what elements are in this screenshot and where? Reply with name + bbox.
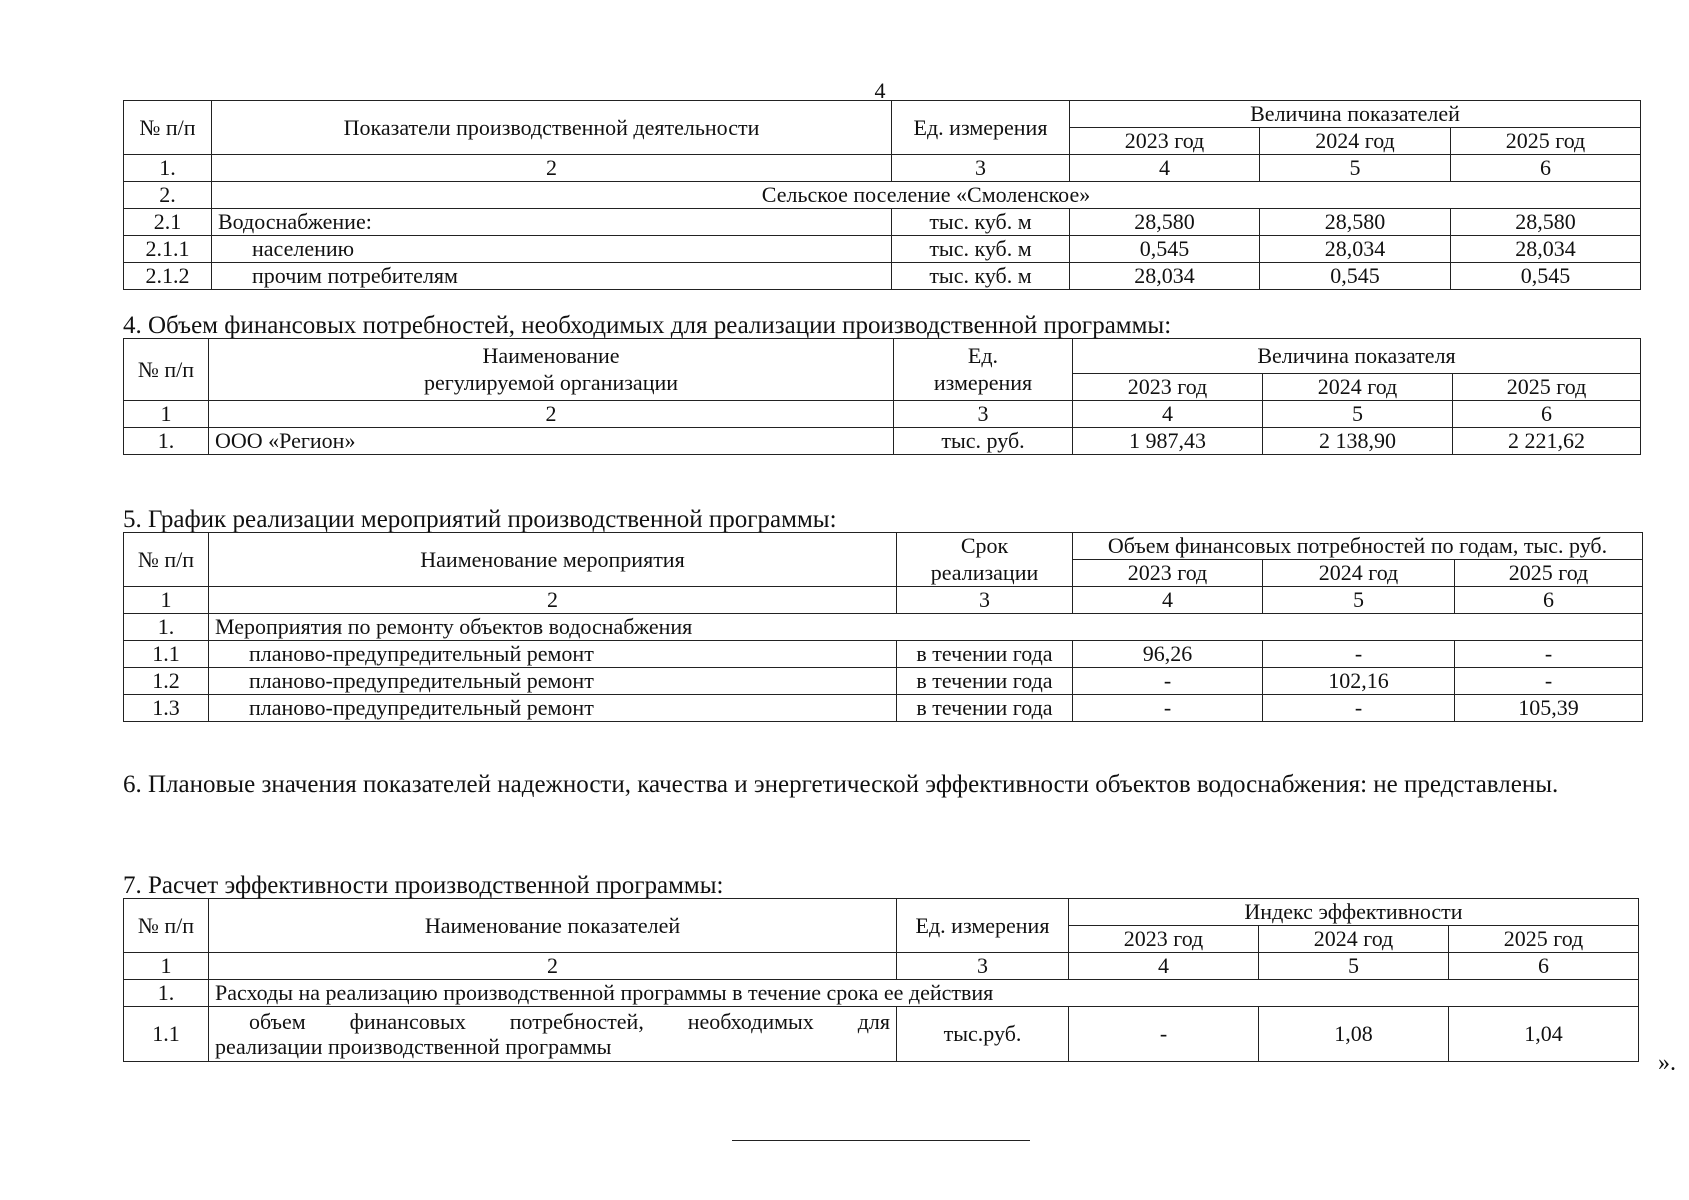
row-name: планово-предупредительный ремонт	[209, 668, 897, 695]
index-cell: 3	[897, 587, 1073, 614]
row-num: 2.1	[124, 209, 212, 236]
row-value: 28,034	[1260, 236, 1451, 263]
index-cell: 2	[209, 953, 897, 980]
table-row	[124, 428, 1641, 455]
section-row	[124, 182, 1641, 209]
col-header-year: 2023 год	[1069, 926, 1259, 953]
col-header-year: 2025 год	[1453, 374, 1641, 401]
row-unit: тыс.руб.	[897, 1007, 1069, 1062]
row-value: 1,04	[1449, 1007, 1639, 1062]
efficiency-table	[123, 898, 1639, 1062]
index-cell: 1.	[124, 155, 212, 182]
col-header-org-name	[209, 339, 894, 401]
section-7-title: 7. Расчет эффективности производственной программы:	[123, 872, 724, 899]
row-num: 2.1.1	[124, 236, 212, 263]
index-cell: 1	[124, 953, 209, 980]
index-cell: 6	[1455, 587, 1643, 614]
col-header-year: 2025 год	[1451, 128, 1641, 155]
row-value: -	[1073, 695, 1263, 722]
col-header-value-group: Объем финансовых потребностей по годам, тыс. руб.	[1073, 533, 1643, 560]
row-num: 1.	[124, 614, 209, 641]
column-index-row	[124, 587, 1643, 614]
col-header-event-name: Наименование мероприятия	[209, 533, 897, 587]
col-header-year: 2023 год	[1073, 560, 1263, 587]
row-term: в течении года	[897, 641, 1073, 668]
section-name: Сельское поселение «Смоленское»	[212, 182, 1641, 209]
group-name: Расходы на реализацию производственной программы в течение срока ее действия	[209, 980, 1639, 1007]
index-cell: 5	[1263, 587, 1455, 614]
index-cell: 4	[1069, 953, 1259, 980]
col-header-year: 2024 год	[1259, 926, 1449, 953]
financial-needs-table	[123, 338, 1641, 455]
row-name: Водоснабжение:	[212, 209, 892, 236]
row-value: 0,545	[1260, 263, 1451, 290]
row-term: в течении года	[897, 668, 1073, 695]
table-row	[124, 668, 1643, 695]
row-value: -	[1069, 1007, 1259, 1062]
row-name-line: объем финансовых потребностей, необходимых для	[249, 1008, 890, 1034]
col-header-term	[897, 533, 1073, 587]
row-num: 1.	[124, 980, 209, 1007]
row-value: 28,034	[1451, 236, 1641, 263]
index-cell: 2	[209, 401, 894, 428]
row-unit: тыс. руб.	[894, 428, 1073, 455]
row-value: 1 987,43	[1073, 428, 1263, 455]
col-header-value-group: Индекс эффективности	[1069, 899, 1639, 926]
header-line: измерения	[933, 369, 1033, 395]
col-header-year: 2024 год	[1263, 374, 1453, 401]
header-line: реализации	[930, 559, 1039, 585]
footer-divider	[732, 1140, 1030, 1141]
row-name-line: реализации производственной программы	[215, 1034, 612, 1059]
row-value: 0,545	[1451, 263, 1641, 290]
col-header-year: 2025 год	[1455, 560, 1643, 587]
index-cell: 6	[1453, 401, 1641, 428]
section-4-title: 4. Объем финансовых потребностей, необходимых для реализации производственной программы:	[123, 312, 1172, 339]
table-row	[124, 236, 1641, 263]
row-value: 0,545	[1070, 236, 1260, 263]
row-value: 28,580	[1070, 209, 1260, 236]
row-value: 96,26	[1073, 641, 1263, 668]
header-line: Наименование	[482, 343, 620, 369]
closing-quote: ».	[1658, 1050, 1676, 1076]
table-row	[124, 695, 1643, 722]
row-value: 102,16	[1263, 668, 1455, 695]
row-unit: тыс. куб. м	[892, 236, 1070, 263]
row-value: -	[1455, 668, 1643, 695]
row-unit: тыс. куб. м	[892, 263, 1070, 290]
row-value: 105,39	[1455, 695, 1643, 722]
row-num: 1.1	[124, 1007, 209, 1062]
col-header-indicators: Показатели производственной деятельности	[212, 101, 892, 155]
row-num: 1.	[124, 428, 209, 455]
index-cell: 5	[1263, 401, 1453, 428]
row-unit: тыс. куб. м	[892, 209, 1070, 236]
row-num: 2.1.2	[124, 263, 212, 290]
column-index-row	[124, 953, 1639, 980]
row-name: ООО «Регион»	[209, 428, 894, 455]
row-name: планово-предупредительный ремонт	[209, 641, 897, 668]
col-header-unit: Ед. измерения	[897, 899, 1069, 953]
col-header-num: № п/п	[124, 101, 212, 155]
header-line: Ед.	[967, 343, 999, 369]
col-header-num: № п/п	[124, 339, 209, 401]
col-header-num: № п/п	[124, 533, 209, 587]
row-value: -	[1455, 641, 1643, 668]
col-header-year: 2024 год	[1260, 128, 1451, 155]
index-cell: 4	[1073, 401, 1263, 428]
row-name: населению	[212, 236, 892, 263]
index-cell: 2	[209, 587, 897, 614]
index-cell: 2	[212, 155, 892, 182]
schedule-table	[123, 532, 1643, 722]
row-num: 1.1	[124, 641, 209, 668]
col-header-year: 2023 год	[1073, 374, 1263, 401]
row-value: 28,580	[1451, 209, 1641, 236]
row-value: -	[1263, 641, 1455, 668]
page-number: 4	[874, 78, 886, 103]
index-cell: 3	[894, 401, 1073, 428]
row-value: -	[1073, 668, 1263, 695]
section-5-title: 5. График реализации мероприятий производственной программы:	[123, 506, 837, 533]
group-name: Мероприятия по ремонту объектов водоснабжения	[209, 614, 1643, 641]
row-value: 2 221,62	[1453, 428, 1641, 455]
row-value: 1,08	[1259, 1007, 1449, 1062]
index-cell: 3	[897, 953, 1069, 980]
row-value: 28,580	[1260, 209, 1451, 236]
col-header-value-group: Величина показателей	[1070, 101, 1641, 128]
col-header-year: 2023 год	[1070, 128, 1260, 155]
row-term: в течении года	[897, 695, 1073, 722]
row-num: 1.3	[124, 695, 209, 722]
column-index-row	[124, 401, 1641, 428]
row-value: 28,034	[1070, 263, 1260, 290]
group-row	[124, 614, 1643, 641]
index-cell: 1	[124, 401, 209, 428]
col-header-num: № п/п	[124, 899, 209, 953]
table-row	[124, 209, 1641, 236]
group-row	[124, 980, 1639, 1007]
row-name	[209, 1007, 897, 1062]
col-header-year: 2024 год	[1263, 560, 1455, 587]
row-value: 2 138,90	[1263, 428, 1453, 455]
index-cell: 4	[1070, 155, 1260, 182]
col-header-unit: Ед. измерения	[892, 101, 1070, 155]
col-header-indicators: Наименование показателей	[209, 899, 897, 953]
section-6-text: 6. Плановые значения показателей надежности, качества и энергетической эффективности объектов водоснабжения: не представлены.	[123, 771, 1559, 798]
index-cell: 4	[1073, 587, 1263, 614]
index-cell: 6	[1451, 155, 1641, 182]
production-indicators-table	[123, 100, 1641, 290]
column-index-row	[124, 155, 1641, 182]
table-row	[124, 641, 1643, 668]
col-header-value-group: Величина показателя	[1073, 339, 1641, 374]
row-name: планово-предупредительный ремонт	[209, 695, 897, 722]
row-num: 2.	[124, 182, 212, 209]
row-name: прочим потребителям	[212, 263, 892, 290]
header-line: регулируемой организации	[423, 369, 679, 395]
index-cell: 5	[1260, 155, 1451, 182]
row-num: 1.2	[124, 668, 209, 695]
table-row	[124, 263, 1641, 290]
index-cell: 5	[1259, 953, 1449, 980]
col-header-unit	[894, 339, 1073, 401]
index-cell: 1	[124, 587, 209, 614]
col-header-year: 2025 год	[1449, 926, 1639, 953]
table-row	[124, 1007, 1639, 1062]
header-line: Срок	[960, 533, 1009, 559]
index-cell: 3	[892, 155, 1070, 182]
index-cell: 6	[1449, 953, 1639, 980]
row-value: -	[1263, 695, 1455, 722]
